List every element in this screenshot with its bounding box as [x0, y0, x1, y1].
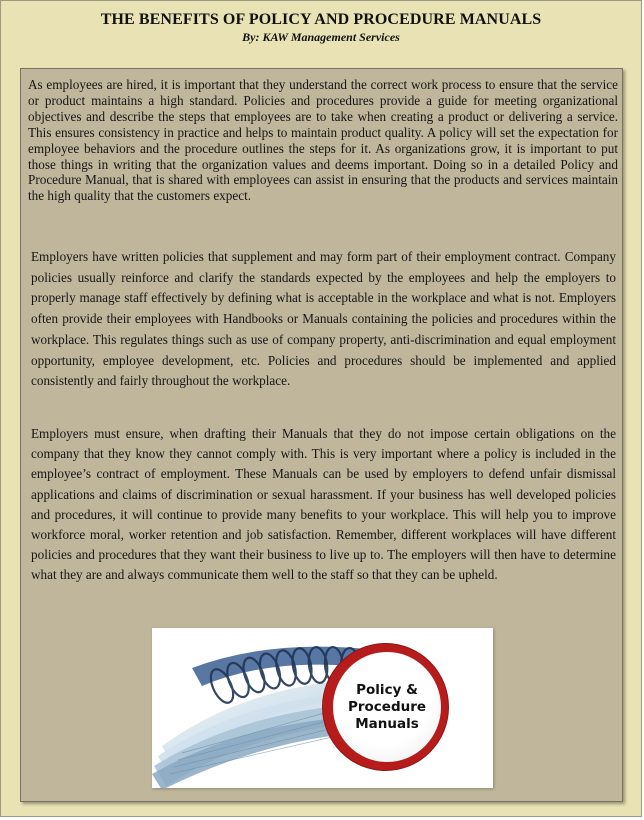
content-panel — [20, 68, 623, 802]
policy-manual-illustration — [152, 628, 493, 788]
paragraph-drafting-manuals: Employers must ensure, when drafting their Manuals that they do not impose certain obligations on the company that they know they cannot comply with. This is very important where a policy is included in the employee’s contract of employment. These Manuals can be used by employers to defend unfair dismissal applications and claims of discrimination or sexual harassment. If your business has well developed policies and procedures, it will continue to provide many benefits to your workplace. This will help you to improve workforce moral, worker retention and job satisfaction. Remember, different workplaces will have different policies and procedures that they want their business to live up to. The employers will then have to determine what they are and always communicate them well to the staff so that they can be upheld. — [31, 426, 616, 583]
badge-line-2: Procedure — [347, 698, 427, 715]
policy-badge-label — [333, 652, 441, 762]
document-header — [1, 11, 641, 45]
document-title: THE BENEFITS OF POLICY AND PROCEDURE MANUALS — [100, 11, 542, 28]
paragraph-intro: As employees are hired, it is important that they understand the correct work process to ensure that the service or product maintains a high standard. Policies and procedures provide a guide for meeting organizational objectives and describe the steps that employees are to take when creating a product or delivering a service. This ensures consistency in practice and helps to maintain product quality. A policy will set the expectation for employee behaviors and the procedure outlines the steps for it. As organizations grow, it is important to put those things in writing that the organization values and deems important. Doing so in a detailed Policy and Procedure Manual, that is shared with employees can assist in ensuring that the products and services maintain the high quality that the customers expect. — [28, 77, 618, 204]
paragraph-employer-policies: Employers have written policies that supplement and may form part of their employment contract. Company policies usually reinforce and clarify the standards expected by the employees and help the employers to properly manage staff effectively by defining what is acceptable in the workplace and what is not. Employers often provide their employees with Handbooks or Manuals containing the policies and procedures within the workplace. This regulates things such as use of company property, anti-discrimination and equal employment opportunity, employee development, etc. Policies and procedures should be implemented and applied consistently and fairly throughout the workplace. — [31, 249, 616, 389]
policy-badge — [323, 644, 448, 770]
badge-line-1: Policy & — [356, 681, 418, 698]
document-byline: By: KAW Management Services — [242, 30, 400, 44]
badge-line-3: Manuals — [355, 715, 419, 732]
